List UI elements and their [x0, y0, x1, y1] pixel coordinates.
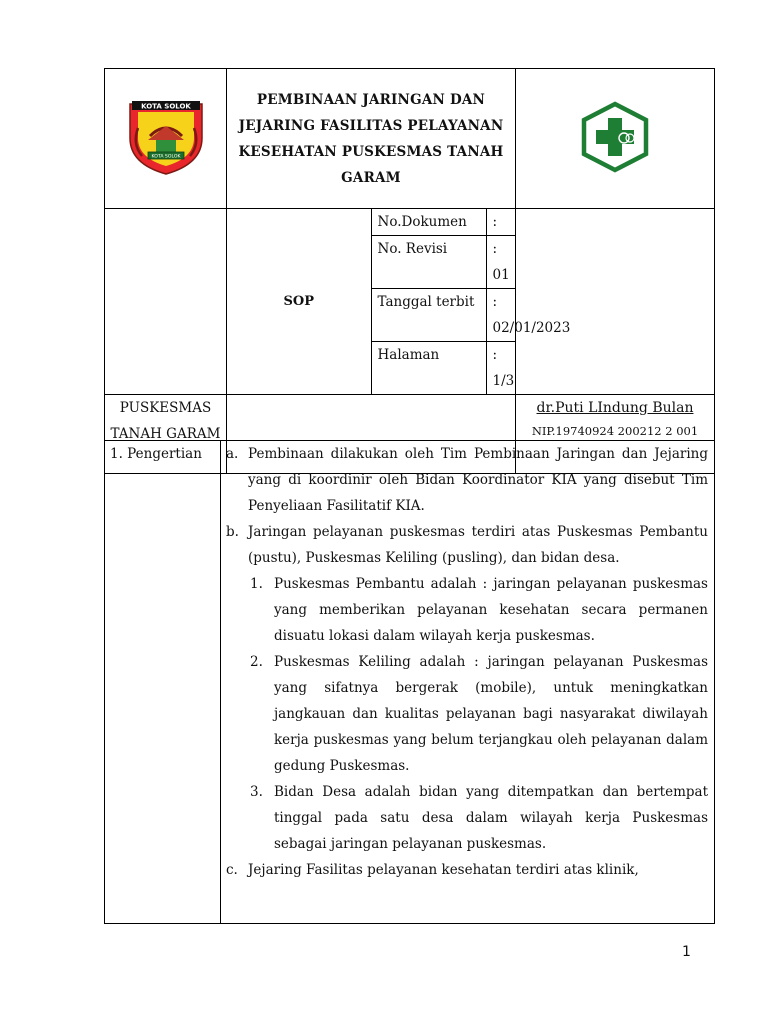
list-text: Puskesmas Pembantu adalah : jaringan pelayanan puskesmas yang memberikan pelayanan kesehatan secara permanen disuatu lokasi dalam wilayah kerja puskesmas. — [274, 576, 708, 644]
sub-list-item — [226, 571, 708, 649]
meta-value: : 01 — [486, 236, 515, 289]
meta-row — [372, 289, 516, 342]
signer-nip: NIP.19740924 200212 2 001 — [531, 424, 699, 438]
signer-name: dr.Puti LIndung Bulan — [536, 400, 694, 416]
meta-row — [372, 236, 516, 289]
list-text: Jejaring Fasilitas pelayanan kesehatan terdiri atas klinik, — [248, 862, 639, 878]
list-marker: b. — [226, 524, 239, 540]
meta-label: Halaman — [372, 342, 487, 395]
meta-row — [372, 209, 516, 236]
list-marker: 3. — [250, 784, 263, 800]
meta-cell — [371, 209, 571, 395]
sop-content-table — [104, 440, 715, 924]
blank-left-cell — [105, 209, 227, 395]
right-logo-cell — [516, 69, 715, 209]
puskesmas-green-cross-icon — [574, 96, 656, 178]
list-item — [226, 441, 708, 519]
list-text: Jaringan pelayanan puskesmas terdiri atas Puskesmas Pembantu (pustu), Puskesmas Keliling (pusling), dan bidan desa. — [248, 524, 708, 566]
list-marker: 2. — [250, 654, 263, 670]
list-item — [226, 519, 708, 571]
meta-label: No. Revisi — [372, 236, 487, 289]
list-marker: 1. — [250, 576, 263, 592]
kota-solok-emblem-icon — [124, 98, 208, 176]
meta-row — [372, 342, 516, 395]
list-text: Puskesmas Keliling adalah : jaringan pelayanan Puskesmas yang sifatnya bergerak (mobile), untuk meningkatkan jangkauan dan kualitas pelayanan bagi nasyarakat diwilayah kerja puskesmas yang belum terjangkau oleh pelayanan dalam gedung Puskesmas. — [274, 654, 708, 774]
organization-name: PUSKESMAS TANAH GARAM — [105, 395, 227, 474]
list-marker: c. — [226, 862, 238, 878]
section-label: 1. Pengertian — [105, 441, 221, 924]
meta-value: : 1/3 — [492, 347, 515, 389]
sop-label: SOP — [227, 209, 372, 395]
sop-header-table — [104, 68, 715, 474]
meta-label: Tanggal terbit — [372, 289, 487, 342]
list-text: Bidan Desa adalah bidan yang ditempatkan dan bertempat tinggal pada satu desa dalam wilayah kerja Puskesmas sebagai jaringan pelayanan puskesmas. — [274, 784, 708, 852]
left-logo-cell — [105, 69, 227, 209]
list-item — [226, 857, 708, 883]
meta-value: : — [486, 209, 515, 236]
emblem-top-text: KOTA SOLOK — [140, 102, 191, 110]
sub-list-item — [226, 649, 708, 779]
section-body — [221, 441, 715, 924]
emblem-band-text: KOTA SOLOK — [151, 154, 180, 159]
page-number: 1 — [682, 944, 691, 960]
list-text: Pembinaan dilakukan oleh Tim Pembinaan Jaringan dan Jejaring yang di koordinir oleh Bidan Koordinator KIA yang disebut Tim Penyeliaan Fasilitatif KIA. — [248, 446, 708, 514]
meta-value: : 02/01/2023 — [486, 289, 515, 342]
meta-label: No.Dokumen — [372, 209, 487, 236]
document-title: PEMBINAAN JARINGAN DAN JEJARING FASILITAS PELAYANAN KESEHATAN PUSKESMAS TANAH GARAM — [227, 69, 516, 209]
sub-list-item — [226, 779, 708, 857]
meta-table — [372, 209, 571, 394]
list-marker: a. — [226, 446, 239, 462]
blank-right-cell — [516, 209, 715, 395]
